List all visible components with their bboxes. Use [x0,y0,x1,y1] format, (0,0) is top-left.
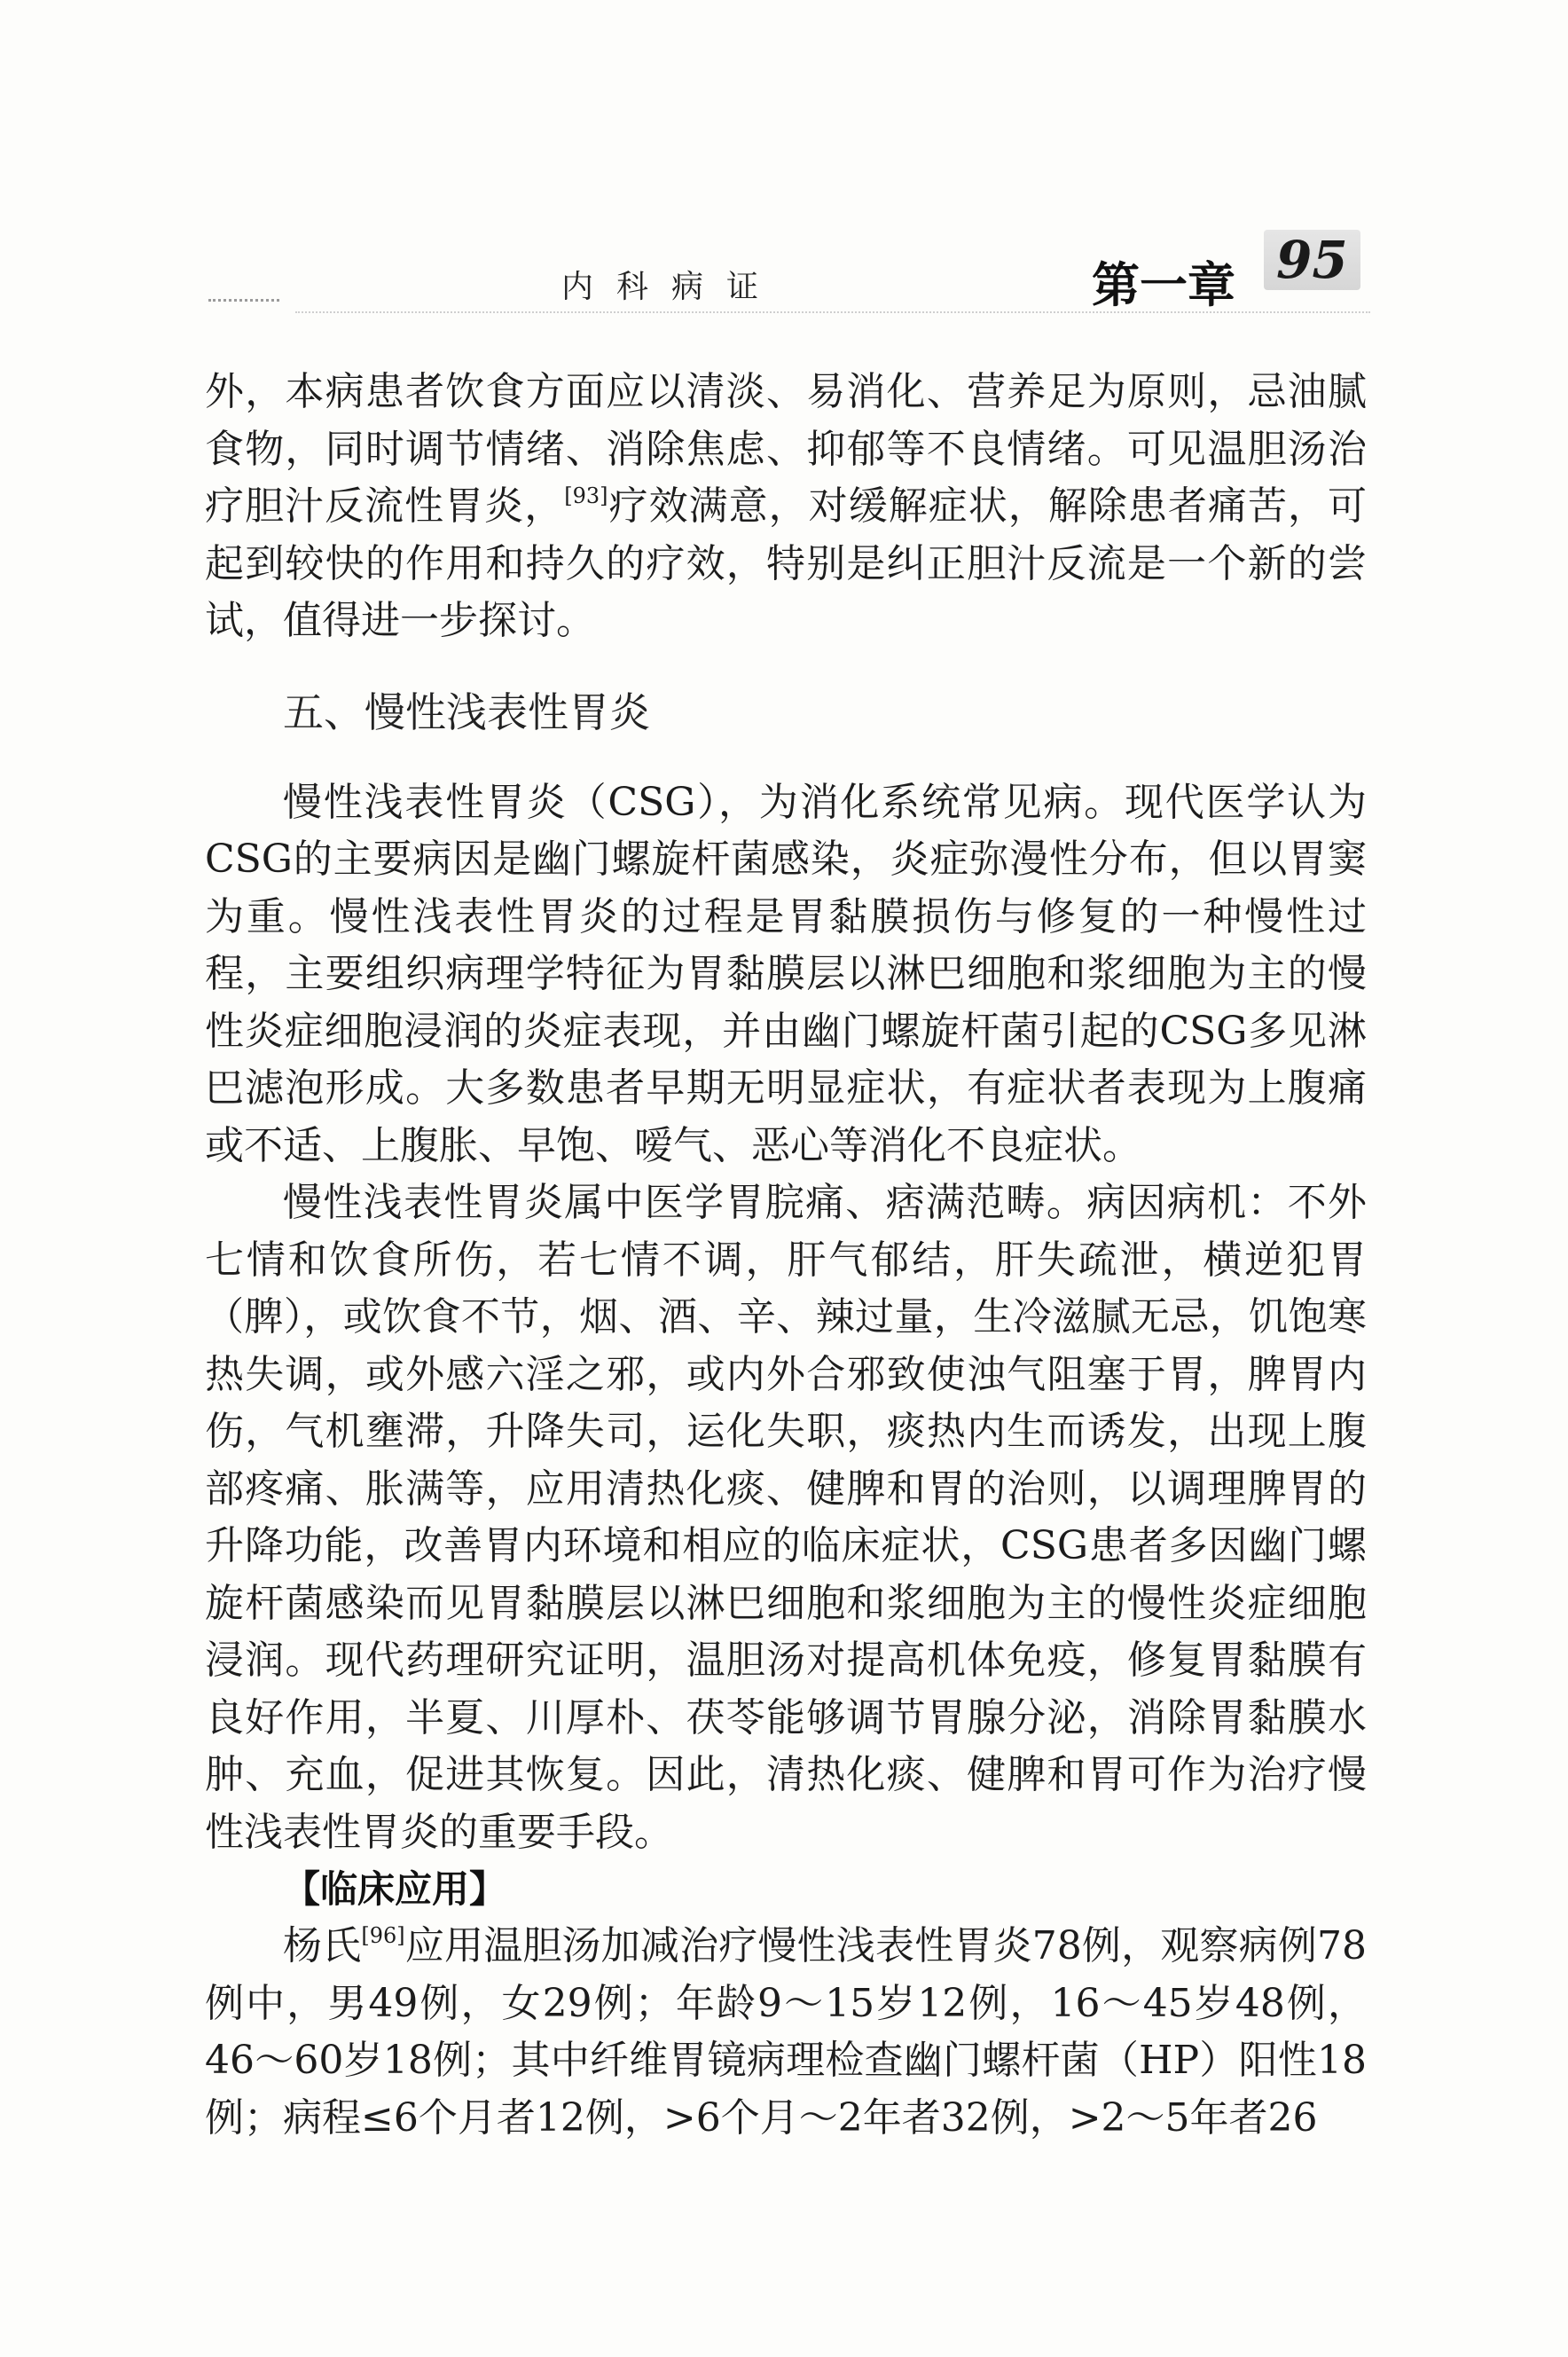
page-body [205,364,1367,2147]
citation-ref: [96] [361,1923,405,1948]
header-decoration [208,299,279,307]
page-number: 95 [1264,230,1360,290]
paragraph-text: 应用温胆汤加减治疗慢性浅表性胃炎78例，观察病例78例中，男49例，女29例；年龄9～15岁12例，16～45岁48例，46～60岁18例；其中纤维胃镜病理检查幽门螺杆菌（HP）阳性18例；病程≤6个月者12例，>6个月～2年者32例，>2～5年者26 [205,1923,1367,2141]
clinical-application-heading: 【临床应用】 [283,1867,507,1911]
header-section-title: 内科病证 [561,269,782,305]
paragraph-continued [205,364,1367,650]
paragraph-text: 杨氏 [283,1923,362,1968]
section-heading: 五、慢性浅表性胃炎 [283,687,650,736]
paragraph-text: 外，本病患者饮食方面应以清淡、易消化、营养足为原则，忌油腻食物，同时调节情绪、消除焦虑、抑郁等不良情绪。可见温胆汤治疗胆汁反流性胃炎， [205,369,1367,529]
header-chapter-label: 第一章 [1092,257,1235,313]
header-divider [295,311,1370,313]
paragraph-tcm-pathogenesis: 慢性浅表性胃炎属中医学胃脘痛、痞满范畴。病因病机：不外七情和饮食所伤，若七情不调，肝气郁结，肝失疏泄，横逆犯胃（脾），或饮食不节，烟、酒、辛、辣过量，生冷滋腻无忌，饥饱寒热失调，或外感六淫之邪，或内外合邪致使浊气阻塞于胃，脾胃内伤，气机壅滞，升降失司，运化失职，痰热内生而诱发，出现上腹部疼痛、胀满等，应用清热化痰、健脾和胃的治则，以调理脾胃的升降功能，改善胃内环境和相应的临床症状，CSG患者多因幽门螺旋杆菌感染而见胃黏膜层以淋巴细胞和浆细胞为主的慢性炎症细胞浸润。现代药理研究证明，温胆汤对提高机体免疫，修复胃黏膜有良好作用，半夏、川厚朴、茯苓能够调节胃腺分泌，消除胃黏膜水肿、充血，促进其恢复。因此，清热化痰、健脾和胃可作为治疗慢性浅表性胃炎的重要手段。 [205,1180,1367,1855]
paragraph-text: 疗效满意，对缓解症状，解除患者痛苦，可起到较快的作用和持久的疗效，特别是纠正胆汁反流是一个新的尝试，值得进一步探讨。 [205,483,1368,643]
running-header [200,230,1370,319]
citation-ref: [93] [564,483,608,508]
paragraph-csg-definition: 慢性浅表性胃炎（CSG），为消化系统常见病。现代医学认为CSG的主要病因是幽门螺旋杆菌感染，炎症弥漫性分布，但以胃窦为重。慢性浅表性胃炎的过程是胃黏膜损伤与修复的一种慢性过程，主要组织病理学特征为胃黏膜层以淋巴细胞和浆细胞为主的慢性炎症细胞浸润的炎症表现，并由幽门螺旋杆菌引起的CSG多见淋巴滤泡形成。大多数患者早期无明显症状，有症状者表现为上腹痛或不适、上腹胀、早饱、嗳气、恶心等消化不良症状。 [205,779,1367,1168]
paragraph-clinical-case [205,1918,1367,2147]
